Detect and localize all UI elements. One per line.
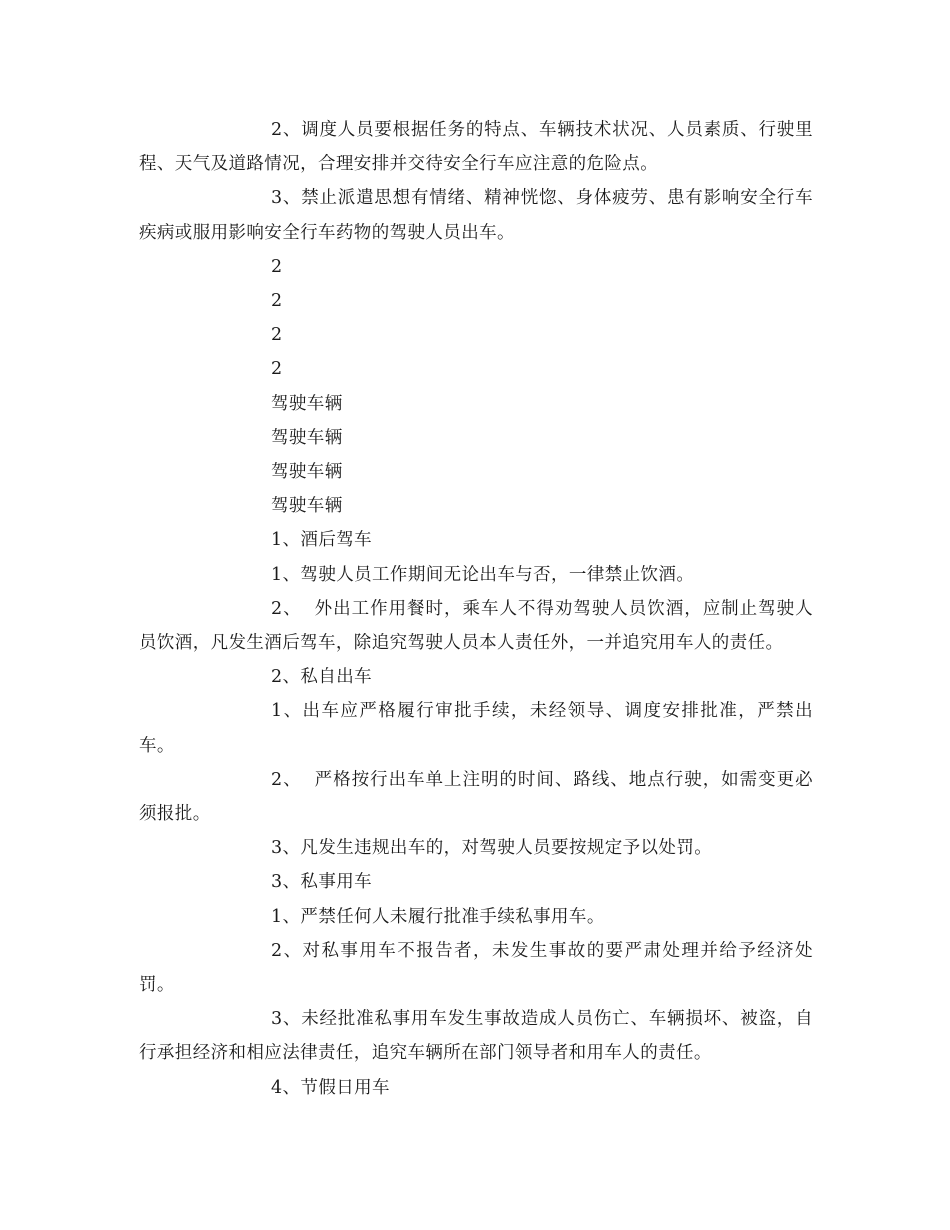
paragraph: 2、 严格按行出车单上注明的时间、路线、地点行驶，如需变更必须报批。: [139, 769, 813, 825]
paragraph: 2、对私事用车不报告者，未发生事故的要严肃处理并给予经济处罚。: [139, 940, 813, 996]
paragraph: 1、严禁任何人未履行批准手续私事用车。: [271, 906, 605, 927]
document-body: [139, 113, 813, 1105]
section-heading: 3、私事用车: [271, 872, 373, 893]
paragraph: 3、未经批准私事用车发生事故造成人员伤亡、车辆损坏、被盗，自行承担经济和相应法律责任，追究车辆所在部门领导者和用车人的责任。: [139, 1009, 813, 1064]
paragraph: 驾驶车辆: [271, 462, 343, 483]
paragraph: 2: [271, 359, 283, 380]
paragraph: 驾驶车辆: [271, 393, 343, 414]
paragraph: 2: [271, 256, 283, 277]
section-heading: 1、酒后驾车: [271, 530, 373, 551]
paragraph: 1、出车应严格履行审批手续，未经领导、调度安排批准，严禁出车。: [139, 701, 813, 756]
paragraph: 驾驶车辆: [271, 496, 343, 517]
paragraph: 1、驾驶人员工作期间无论出车与否，一律禁止饮酒。: [271, 564, 695, 585]
section-heading: 2、私自出车: [271, 667, 373, 688]
paragraph: 2、 外出工作用餐时，乘车人不得劝驾驶人员饮酒，应制止驾驶人员饮酒，凡发生酒后驾车，除追究驾驶人员本人责任外，一并追究用车人的责任。: [139, 598, 813, 654]
paragraph: 3、禁止派遣思想有情绪、精神恍惚、身体疲劳、患有影响安全行车疾病或服用影响安全行车药物的驾驶人员出车。: [139, 188, 813, 243]
paragraph: 2: [271, 325, 283, 346]
paragraph: 驾驶车辆: [271, 427, 343, 448]
paragraph: 2、调度人员要根据任务的特点、车辆技术状况、人员素质、行驶里程、天气及道路情况，合理安排并交待安全行车应注意的危险点。: [139, 120, 813, 175]
paragraph: 2: [271, 291, 283, 312]
section-heading: 4、节假日用车: [271, 1077, 390, 1098]
paragraph: 3、凡发生违规出车的，对驾驶人员要按规定予以处罚。: [271, 838, 713, 859]
